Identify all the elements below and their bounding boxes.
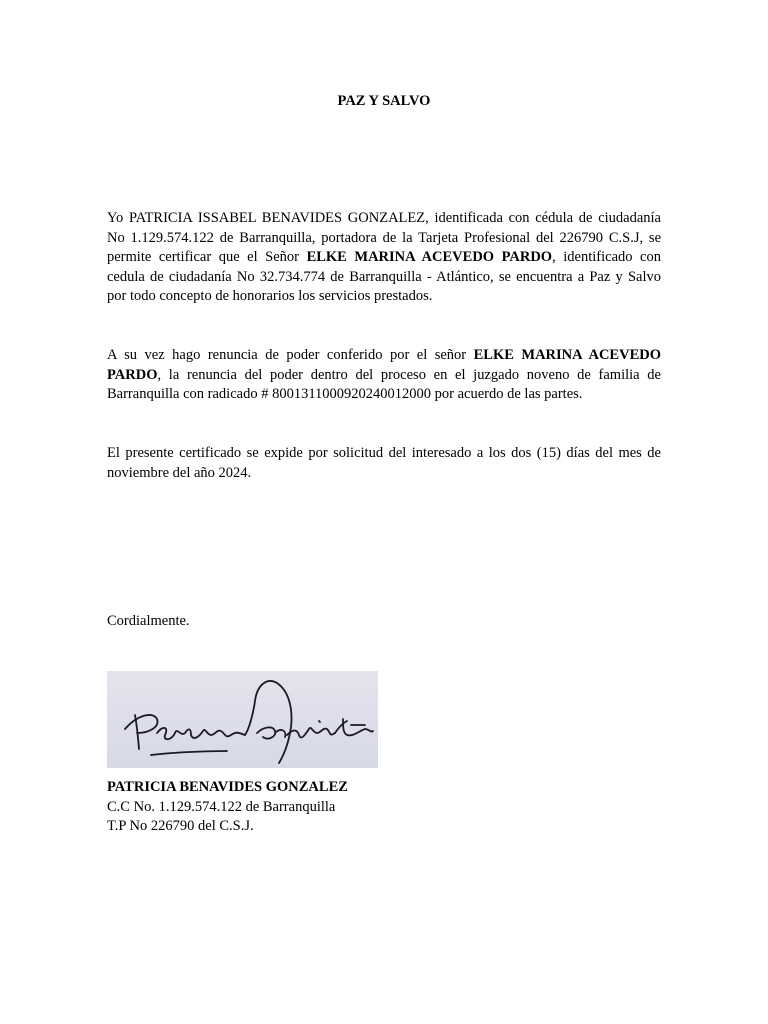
signer-id-line: C.C No. 1.129.574.122 de Barranquilla bbox=[107, 798, 336, 815]
certification-text-tail: , identificado con cedula de ciudadanía No 32.734.774 de Barranquilla - Atlántico, se encuentra a Paz y Salvo por todo concepto de honorarios los servicios prestados. bbox=[107, 249, 661, 304]
renunciation-text-tail: , la renuncia del poder dentro del proceso en el juzgado noveno de familia de Barranquilla con radicado # 80013110009202400120​00 por acuerdo de las partes. bbox=[107, 366, 661, 402]
renunciation-person-name: ELKE MARINA ACEVEDO PARDO bbox=[107, 347, 661, 383]
renunciation-text-lead: A su vez hago renuncia de poder conferido por el señor bbox=[107, 347, 474, 363]
signer-block bbox=[107, 778, 348, 837]
signer-professional-card-line: T.P No 226790 del C.S.J. bbox=[107, 818, 254, 834]
closing-salutation: Cordialmente. bbox=[107, 613, 190, 629]
certified-person-name: ELKE MARINA ACEVEDO PARDO bbox=[306, 249, 553, 265]
signature-image bbox=[107, 671, 378, 768]
handwritten-signature bbox=[107, 671, 378, 768]
issuance-paragraph: El presente certificado se expide por solicitud del interesado a los dos (15) días del mes de noviembre del año 2024. bbox=[107, 445, 661, 481]
renunciation-paragraph bbox=[107, 346, 661, 405]
certification-text-lead: Yo PATRICIA ISSABEL BENAVIDES GONZALEZ, identificada con cédula de ciudadanía No 1.129.574.122 de Barranquilla, portadora de la Tarjeta Profesional del 226790 C.S.J, se permite certificar que el Señor bbox=[107, 210, 661, 265]
signer-name: PATRICIA BENAVIDES GONZALEZ bbox=[107, 779, 348, 795]
document-title: PAZ Y SALVO bbox=[337, 93, 431, 109]
certification-paragraph bbox=[107, 209, 661, 307]
